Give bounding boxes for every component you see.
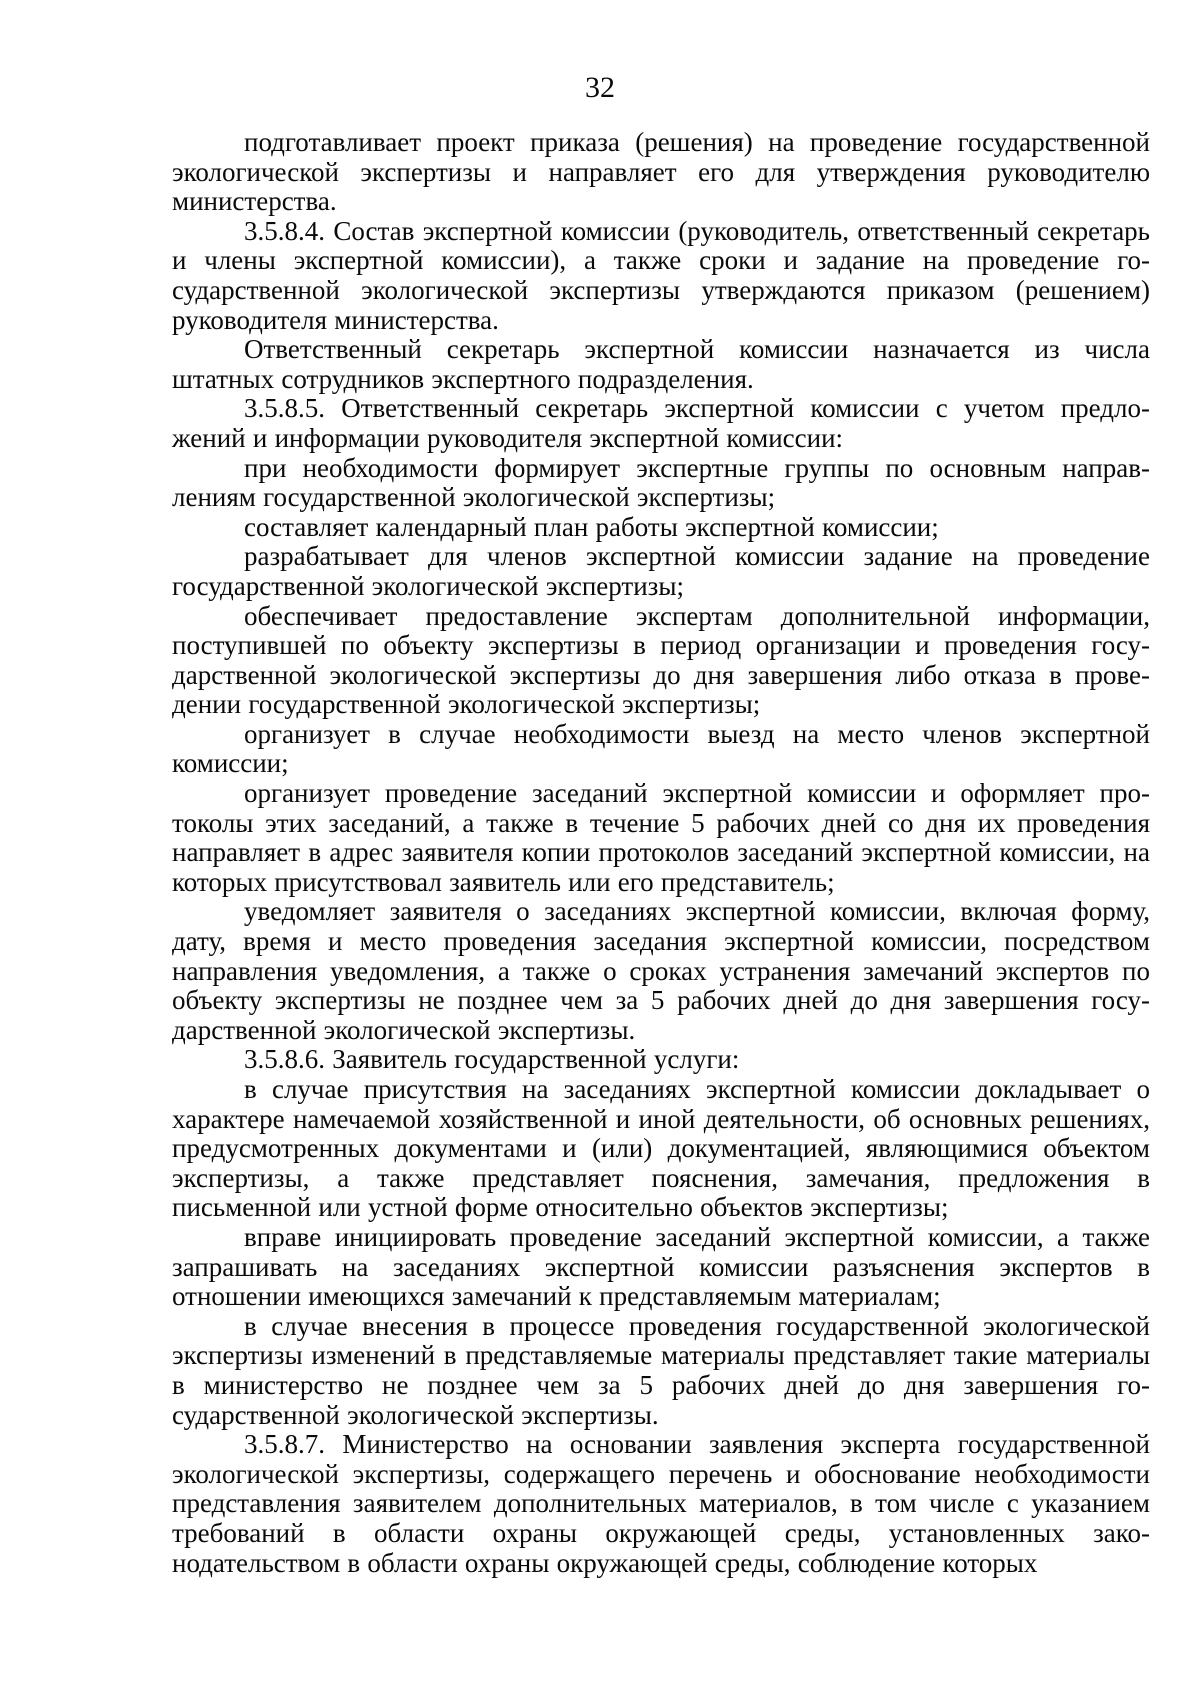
- list-item-site-visit: организует в случае необходимости выезд на место членов экспертной комиссии;: [172, 718, 1150, 779]
- list-item-applicant-initiate: вправе инициировать проведение заседаний экспертной комиссии, а также запрашивать на заседаниях экспертной комиссии разъяснения экспертов в отношении имеющихся замечаний к представляемым материалам;: [172, 1221, 1150, 1312]
- list-item-meetings-protocols: организует проведение заседаний экспертной комиссии и оформляет протоколы этих заседаний, а также в течение 5 рабочих дней со дня их проведения направляет в адрес заявителя копии протоколов заседаний экспертной комиссии, на которых присутствовал заявитель или его представитель;: [172, 778, 1150, 897]
- list-item-additional-info: обеспечивает предоставление экспертам дополнительной информации, поступившей по объекту экспертизы в период организации и проведения государственной экологической экспертизы до дня завершения либо отказа в проведении государственной экологической экспертизы;: [172, 600, 1150, 720]
- list-item-task-development: разрабатывает для членов экспертной комиссии задание на проведение государственной экологической экспертизы;: [172, 541, 1150, 601]
- list-item-calendar-plan: составляет календарный план работы экспертной комиссии;: [244, 511, 939, 542]
- list-item-applicant-report: в случае присутствия на заседаниях экспертной комиссии докладывает о характере намечаемой хозяйственной и иной деятельности, об основных решениях, предусмотренных документами и (или) документацией, являющимися объектом экспертизы, а также представляет пояснения, замечания, предложения в письменной или устной форме относительно объектов экспертизы;: [172, 1074, 1150, 1223]
- paragraph-secretary-appointment: Ответственный секретарь экспертной комиссии назначается из числа штатных сотрудников экспертного подразделения.: [172, 334, 1150, 394]
- paragraph-3-5-8-6: 3.5.8.6. Заявитель государственной услуги:: [244, 1044, 740, 1075]
- paragraph-3-5-8-5: 3.5.8.5. Ответственный секретарь экспертной комиссии с учетом предложений и информации руководителя экспертной комиссии:: [172, 393, 1150, 453]
- page-number: 32: [585, 71, 615, 104]
- document-body: [172, 128, 1150, 1578]
- paragraph-3-5-8-7: 3.5.8.7. Министерство на основании заявления эксперта государственной экологической экспертизы, содержащего перечень и обоснование необходимости представления заявителем дополнительных материалов, в том числе с указанием требований в области охраны окружающей среды, установленных законодательством в области охраны окружающей среды, соблюдение которых: [172, 1429, 1150, 1578]
- paragraph-3-5-8-4: 3.5.8.4. Состав экспертной комиссии (руководитель, ответственный секретарь и члены экспертной комиссии), а также сроки и задание на проведение государственной экологической экспертизы утверждаются приказом (решением) руководителя министерства.: [172, 215, 1150, 335]
- list-item-expert-groups: при необходимости формирует экспертные группы по основным направлениям государственной экологической экспертизы;: [172, 452, 1150, 513]
- paragraph-continuation: подготавливает проект приказа (решения) на проведение государственной экологической экспертизы и направляет его для утверждения руководителю министерства.: [172, 127, 1150, 217]
- list-item-notify-applicant: уведомляет заявителя о заседаниях экспертной комиссии, включая форму, дату, время и место проведения заседания экспертной комиссии, посредством направления уведомления, а также о сроках устранения замечаний экспертов по объекту экспертизы не позднее чем за 5 рабочих дней до дня завершения государственной экологической экспертизы.: [172, 896, 1150, 1045]
- list-item-applicant-changes: в случае внесения в процессе проведения государственной экологической экспертизы изменений в представляемые материалы представляет такие материалы в министерство не позднее чем за 5 рабочих дней до дня завершения государственной экологической экспертизы.: [172, 1310, 1150, 1430]
